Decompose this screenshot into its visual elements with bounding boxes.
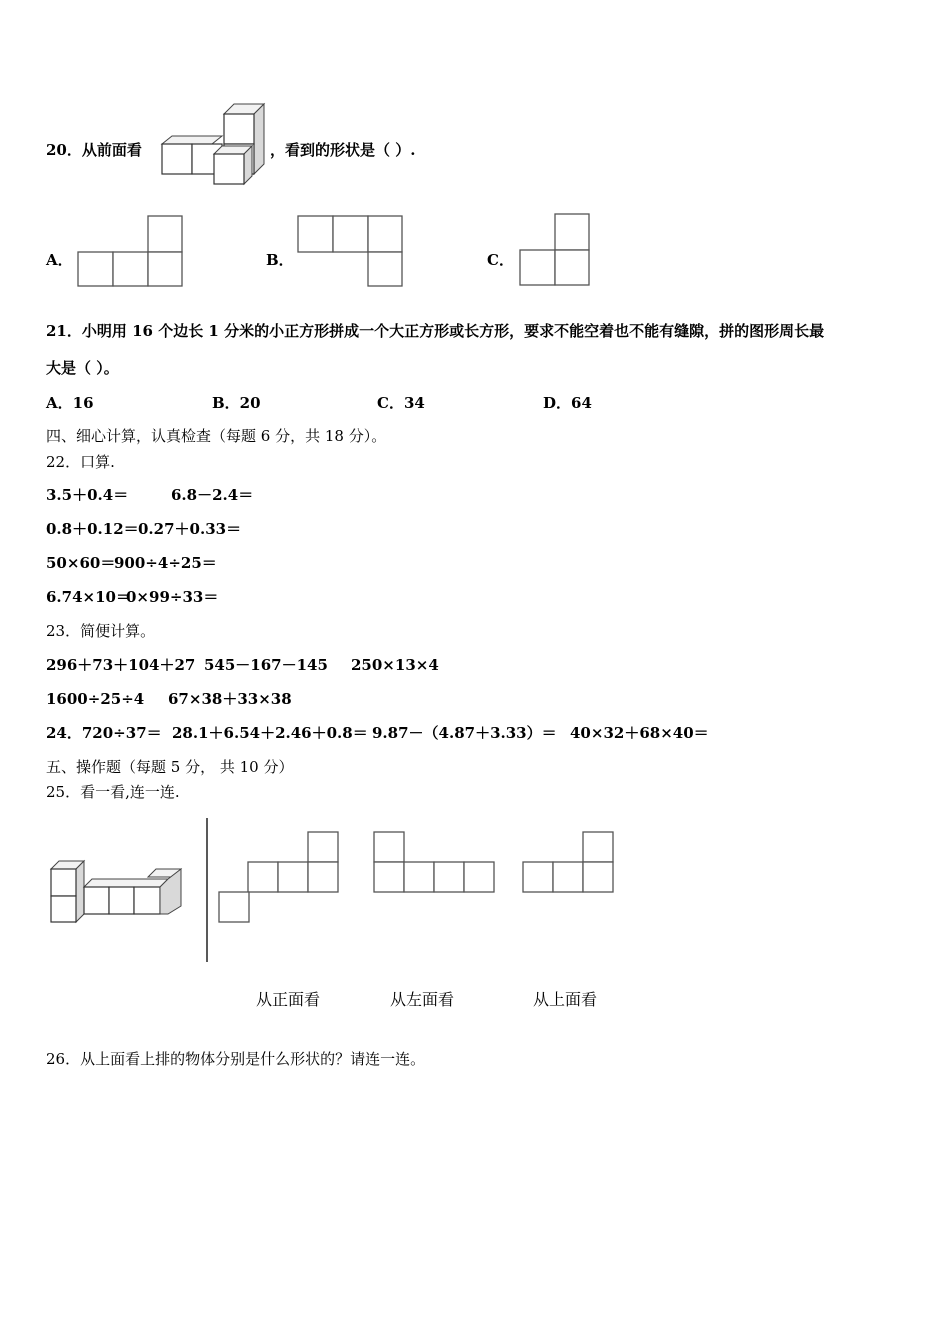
q23-r1-c3: 250×13×4 bbox=[351, 656, 439, 674]
q24-item-3: 9.87－（4.87＋3.33）＝ bbox=[372, 724, 557, 742]
section4-title: 四、细心计算，认真检查（每题 6 分，共 18 分）。 bbox=[46, 427, 387, 445]
q23-title: 23．简便计算。 bbox=[46, 622, 156, 640]
q20-prefix: 20．从前面看 bbox=[46, 141, 142, 159]
q22-r4-c2: 0×99÷33＝ bbox=[126, 588, 219, 606]
q22-r3-c2: 900÷4÷25＝ bbox=[114, 554, 217, 572]
q23-r1-c2: 545－167－145 bbox=[204, 656, 328, 674]
q25-label-left: 从左面看 bbox=[390, 990, 455, 1009]
q22-r2-c2: 0.27＋0.33＝ bbox=[138, 520, 242, 538]
q20-option-b-label: B． bbox=[266, 251, 294, 269]
q22-r2-c1: 0.8＋0.12＝ bbox=[46, 520, 139, 538]
q20-option-a-label: A． bbox=[46, 251, 73, 269]
q21-option-a: A．16 bbox=[46, 394, 94, 412]
q25-label-top: 从上面看 bbox=[533, 990, 598, 1009]
q25-cube-figure bbox=[50, 860, 185, 926]
q20-cube-figure bbox=[160, 100, 270, 190]
q20-option-b-figure bbox=[296, 214, 404, 288]
q22-r3-c1: 50×60＝ bbox=[46, 554, 116, 572]
q21-line2: 大是（ ）。 bbox=[46, 359, 119, 377]
q22-r1-c1: 3.5＋0.4＝ bbox=[46, 486, 129, 504]
q20-option-a-figure bbox=[76, 214, 184, 288]
q25-view-figure-3 bbox=[522, 831, 615, 895]
q23-r2-c2: 67×38＋33×38 bbox=[168, 690, 292, 708]
q20-option-c-figure bbox=[518, 212, 592, 288]
q21-option-b: B．20 bbox=[212, 394, 261, 412]
q22-r1-c2: 6.8－2.4＝ bbox=[171, 486, 254, 504]
q25-view-figure-1 bbox=[218, 831, 340, 925]
q22-r4-c1: 6.74×10＝ bbox=[46, 588, 131, 606]
q20-suffix: ，看到的形状是（ ）. bbox=[270, 141, 416, 159]
q20-option-c-label: C． bbox=[487, 251, 514, 269]
q23-r2-c1: 1600÷25÷4 bbox=[46, 690, 145, 708]
q25-title: 25．看一看,连一连. bbox=[46, 783, 180, 801]
q25-view-figure-2 bbox=[373, 831, 496, 895]
q21-line1: 21．小明用 16 个边长 1 分米的小正方形拼成一个大正方形或长方形，要求不能空着也不能有缝隙，拼的图形周长最 bbox=[46, 322, 825, 340]
q22-title: 22．口算. bbox=[46, 453, 115, 471]
q26-title: 26．从上面看上排的物体分别是什么形状的？请连一连。 bbox=[46, 1050, 426, 1068]
q21-option-d: D．64 bbox=[543, 394, 592, 412]
q25-label-front: 从正面看 bbox=[256, 990, 321, 1009]
q24-item-4: 40×32＋68×40＝ bbox=[570, 724, 709, 742]
q21-option-c: C．34 bbox=[377, 394, 425, 412]
q24-item-2: 28.1＋6.54＋2.46＋0.8＝ bbox=[172, 724, 368, 742]
q23-r1-c1: 296＋73＋104＋27 bbox=[46, 656, 196, 674]
q24-item-1: 24．720÷37＝ bbox=[46, 724, 162, 742]
q25-divider bbox=[205, 818, 209, 962]
section5-title: 五、操作题（每题 5 分， 共 10 分） bbox=[46, 758, 294, 776]
